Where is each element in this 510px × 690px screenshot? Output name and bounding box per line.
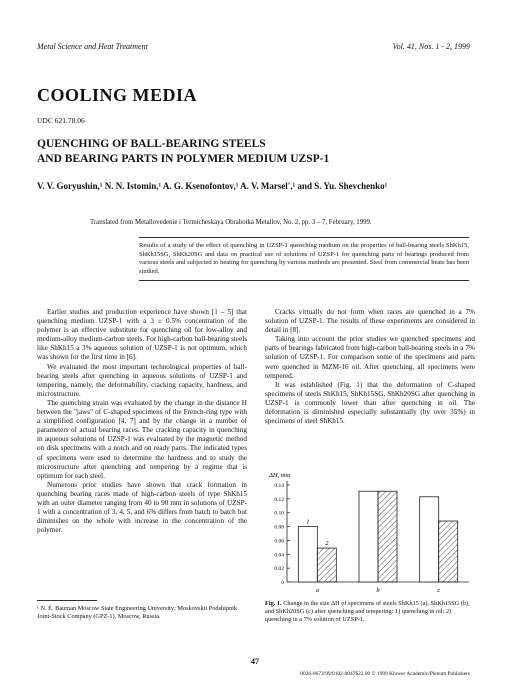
caption-text: Change in the size ΔH of specimens of steels ShKh15 (a), ShKh15SG (b), and ShKh20SG (c) after quenching and tempering: 1) quenching in oil; 2) quenching in a 7% solution of UZSP-1. bbox=[265, 600, 470, 623]
paragraph: The quenching strain was evaluated by the change in the distance H between the "jaws" of C-shaped specimens of the French-ring type with a simplified configuration [4, 7] and by the change in a number of parameters of actual bearing races. The cracking capacity in quenching in aqueous solutions of UZSP-1 was evaluated by the magnetic method on disk specimens with a notch and on ready parts. The indicated types of specimens were used to determine the hardness and to study the microstructure after quenching and tempering by a regime that is optimum for each steel. bbox=[37, 398, 247, 480]
article-title bbox=[37, 137, 477, 167]
right-column bbox=[265, 308, 475, 426]
y-tick-label: 0.12 bbox=[274, 496, 284, 503]
left-column bbox=[37, 308, 247, 535]
translation-note: Translated from Metallovedenie i Termicheskaya Obrabotka Metallov, No. 2, pp. 3 – 7, February, 1999. bbox=[90, 219, 372, 226]
udc-code: UDC 621.78.06 bbox=[37, 116, 85, 125]
caption-label: Fig. 1. bbox=[265, 600, 282, 607]
bar-series-1 bbox=[420, 497, 439, 582]
bar-series-2 bbox=[317, 548, 336, 582]
bar-chart bbox=[265, 465, 475, 600]
paragraph: We evaluated the most important technological properties of ball-bearing steels after quenching in aqueous solutions of UZSP-1 and tempering, namely, the deformability, cracking capacity, hardness, and microstructure. bbox=[37, 362, 247, 398]
page-number: 47 bbox=[251, 657, 259, 666]
paragraph: Earlier studies and production experience have shown [1 – 5] that quenching medium UZSP-1 with a 3 ± 0.5% concentration of the polymer is an effective substitute for quenching oil for low-alloy and medium-alloy medium-carbon steels. For high-carbon ball-bearing steels like ShKh15 a 3% aqueous solution of UZSP-1 is not optimum, which was shown for the first time in [6]. bbox=[37, 308, 247, 362]
paragraph: Numerous prior studies have shown that crack formation in quenching bearing races made of high-carbon steels of type ShKh15 with an outer diameter ranging from 40 to 90 mm in solutions of UZSP-1 with a concentration of 3, 4, 5, and 6% differs from batch to batch but diminishes on the whole with increase in the concentration of the polymer. bbox=[37, 480, 247, 535]
y-tick-label: 0.08 bbox=[274, 524, 284, 531]
x-category-label: c bbox=[437, 587, 441, 594]
footnote: ¹ N. É. Bauman Moscow State Engineering University; Moskovskii Podshipnik Joint-Stock Company (GPZ-1), Moscow, Russia. bbox=[37, 605, 238, 620]
journal-name: Metal Science and Heat Treatment bbox=[37, 42, 148, 51]
paragraph: Taking into account the prior studies we quenched specimens and parts of bearings fabricated from high-carbon ball-bearing steels in a 7% solution of UZSP-1. For comparison some of the specimens and parts were quenched in MZM-16 oil. After quenching, all specimens were tempered. bbox=[265, 335, 475, 380]
bar-series-1 bbox=[359, 491, 378, 582]
bar-label-2: 2 bbox=[325, 540, 329, 548]
bar-series-1 bbox=[298, 527, 317, 582]
y-axis-label: ΔH, mm bbox=[269, 472, 291, 479]
footnote-rule bbox=[37, 600, 97, 601]
y-tick-label: 0 bbox=[281, 580, 284, 586]
title-line-2: AND BEARING PARTS IN POLYMER MEDIUM UZSP-1 bbox=[37, 153, 330, 165]
x-category-label: a bbox=[315, 587, 319, 594]
section-heading: COOLING MEDIA bbox=[37, 85, 198, 105]
bar-label-1: 1 bbox=[306, 518, 310, 526]
y-tick-label: 0.06 bbox=[274, 538, 284, 545]
volume-info: Vol. 41, Nos. 1 - 2, 1999 bbox=[392, 42, 470, 51]
y-tick-label: 0.14 bbox=[274, 483, 284, 489]
x-category-label: b bbox=[376, 587, 380, 594]
paragraph: It was established (Fig. 1) that the deformation of C-shaped specimens of steels ShKh15, ShKh15SG, ShKh20SG after quenching in UZSP-1 is commonly lower than after quenching in oil. The deformation is diminished especially substantially (by over 35%) in specimens of steel ShKh15. bbox=[265, 380, 475, 426]
abstract: Results of a study of the effect of quenching in UZSP-1 quenching medium on the properties of ball-bearing steels ShKh15, ShKh15SG, ShKh20SG and data on practical use of solutions of UZSP-1 for quenching parts of bearings produced from various steels and subjected to heating for quenching by various methods are presented. Steel from commercial heats has been studied. bbox=[139, 237, 469, 281]
bar-series-2 bbox=[378, 491, 397, 582]
y-tick-label: 0.02 bbox=[274, 566, 284, 573]
figure-1-chart bbox=[265, 465, 475, 600]
title-line-1: QUENCHING OF BALL-BEARING STEELS bbox=[37, 138, 266, 150]
figure-caption bbox=[265, 600, 475, 624]
paragraph: Cracks virtually do not form when races are quenched in a 7% solution of UZSP-1. The results of these experiments are considered in detail in [8]. bbox=[265, 308, 475, 335]
y-tick-label: 0.04 bbox=[274, 552, 284, 559]
y-tick-label: 0.10 bbox=[274, 510, 284, 517]
authors: V. V. Goryushin,¹ N. N. Istomin,¹ A. G. Ksenofontov,¹ A. V. Marsel',¹ and S. Yu. Shevchenko¹ bbox=[37, 181, 388, 191]
bar-series-2 bbox=[439, 521, 458, 582]
copyright-line: 0026-0673/99/0102-0047$22.00 © 1999 Kluwer Academic/Plenum Publishers bbox=[300, 671, 470, 677]
